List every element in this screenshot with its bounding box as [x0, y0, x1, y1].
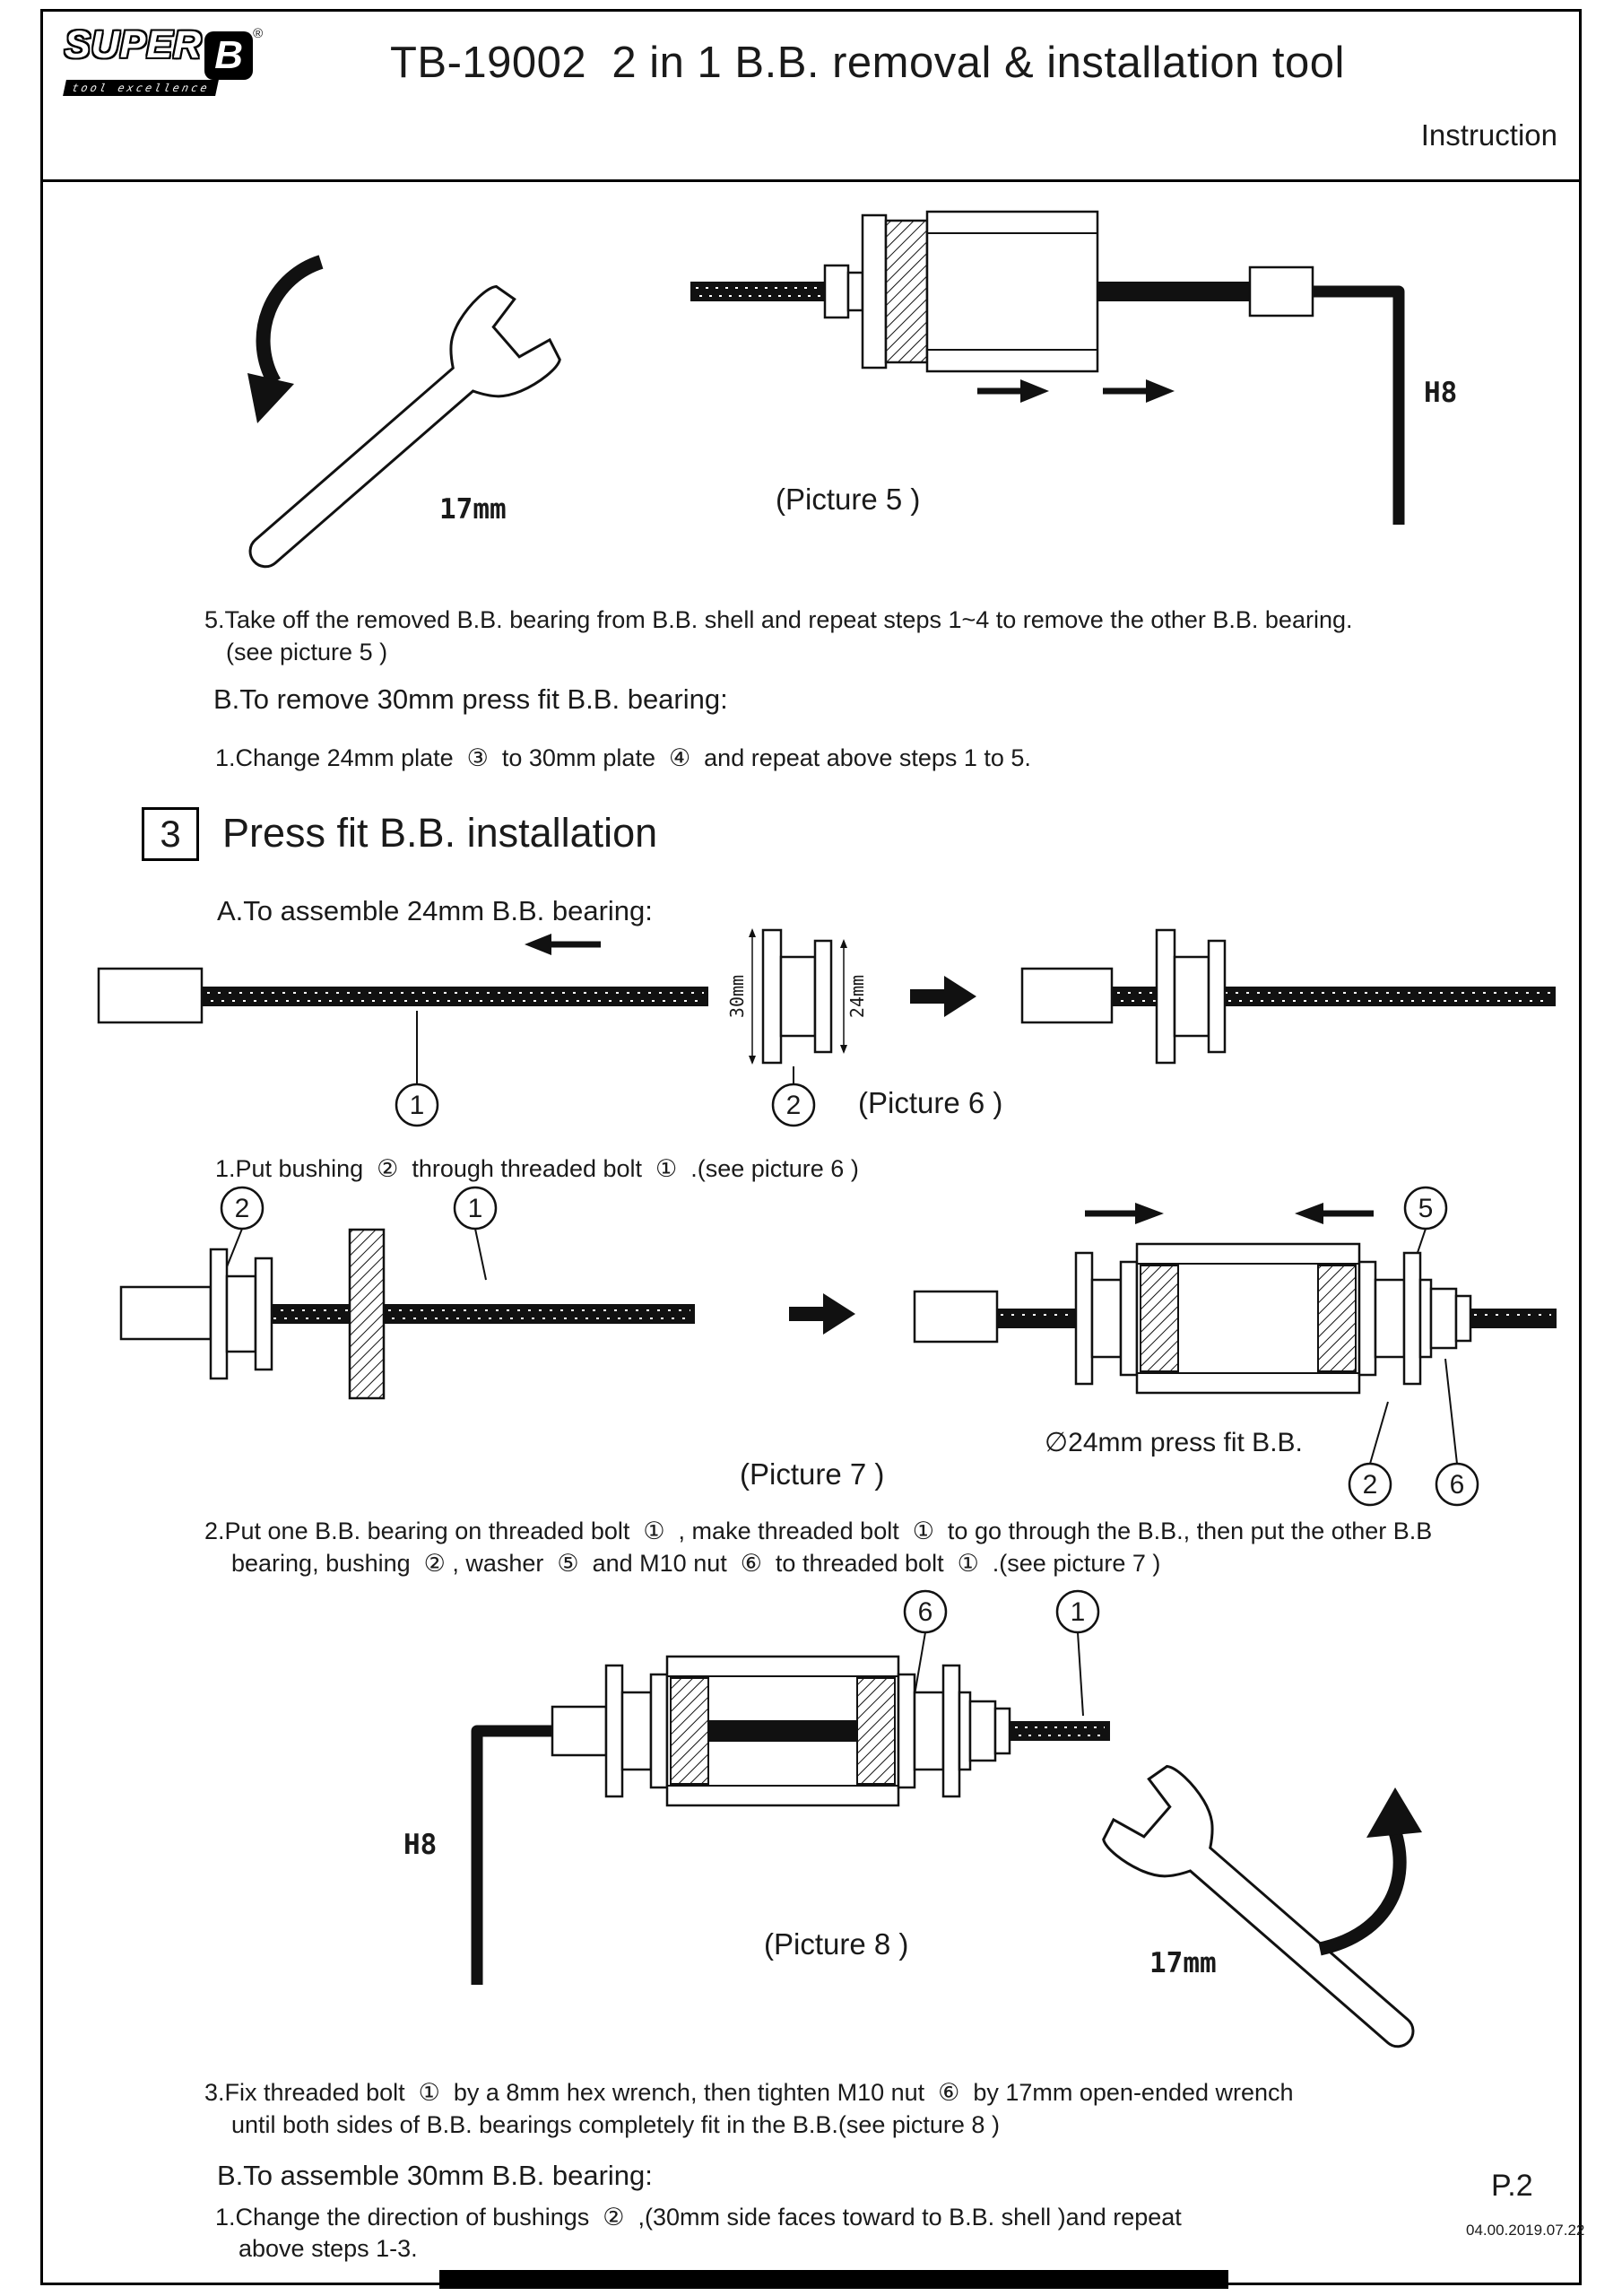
- picture5-caption: (Picture 5 ): [776, 483, 921, 516]
- assemble-24mm-heading: A.To assemble 24mm B.B. bearing:: [217, 895, 653, 926]
- picture5-figure: [117, 161, 1515, 601]
- remove-30mm-heading: B.To remove 30mm press fit B.B. bearing:: [213, 683, 728, 715]
- picture8-figure: [377, 1583, 1488, 2058]
- assemble-30mm-step1-line2: above steps 1-3.: [239, 2235, 418, 2262]
- picture6-caption: (Picture 6 ): [858, 1086, 1003, 1119]
- rotation-arrow: [247, 262, 321, 423]
- picture8-caption: (Picture 8 ): [764, 1927, 909, 1961]
- callout-bushing-top-number: 2: [234, 1194, 250, 1223]
- install-step2-line2: bearing, bushing ② , washer ⑤ and M10 nut ⑥ to threaded bolt ① .(see picture 7 ): [231, 1550, 1161, 1577]
- page-subtitle: Instruction: [1420, 118, 1557, 152]
- bolt-bushing-bearing-drawing: [121, 1230, 695, 1398]
- callout-nut-number: 6: [917, 1597, 933, 1627]
- section3-number-box: 3: [142, 807, 199, 861]
- installation-assembly-drawing: [552, 1657, 1110, 1805]
- pic8-wrench-size-label: 17mm: [1149, 1947, 1217, 1979]
- bushing-drawing: [749, 928, 847, 1065]
- logo-super-text: SUPER: [65, 23, 203, 66]
- callout-washer-number: 5: [1418, 1194, 1434, 1223]
- callout-nut: [1436, 1359, 1478, 1505]
- callout-bushing: [773, 1066, 814, 1126]
- picture7-caption: (Picture 7 ): [740, 1457, 885, 1491]
- registered-mark-icon: ®: [253, 26, 264, 41]
- pic8-hex-key-label: H8: [403, 1829, 438, 1861]
- bb-shell-assembly-drawing: [915, 1244, 1557, 1393]
- removal-tool-assembly-drawing: [690, 212, 1313, 371]
- result-arrow: [910, 976, 976, 1017]
- callout-bolt-number: 1: [1070, 1597, 1086, 1627]
- logo-row: [65, 23, 271, 77]
- remove-30mm-step1: 1.Change 24mm plate ③ to 30mm plate ④ and repeat above steps 1 to 5.: [215, 744, 1031, 771]
- callout-bolt-number: 1: [409, 1091, 425, 1120]
- assemble-30mm-step1-line1: 1.Change the direction of bushings ② ,(30mm side faces toward to B.B. shell )and repeat: [215, 2204, 1182, 2231]
- callout-bushing-bottom-number: 2: [1362, 1470, 1378, 1500]
- section3-title: Press fit B.B. installation: [222, 810, 658, 856]
- open-end-wrench-drawing: [220, 281, 566, 601]
- picture6-figure: [85, 919, 1592, 1144]
- hex-key-drawing: [1313, 291, 1399, 525]
- threaded-bolt-drawing: [99, 969, 708, 1022]
- slide-direction-arrow: [525, 934, 601, 955]
- rotation-arrow: [1320, 1787, 1422, 1949]
- bottom-bar: [439, 2270, 1228, 2289]
- pic5-wrench-size-label: 17mm: [439, 493, 507, 526]
- install-step3-line2: until both sides of B.B. bearings completely fit in the B.B.(see picture 8 ): [231, 2111, 1000, 2138]
- press-arrows: [1085, 1203, 1374, 1224]
- press-fit-size-label: ∅24mm press fit B.B.: [1045, 1428, 1303, 1457]
- bolt-with-bushing-drawing: [1022, 930, 1556, 1063]
- page-title: TB-19002 2 in 1 B.B. removal & installation tool: [390, 39, 1345, 87]
- callout-bushing-bottom: [1349, 1402, 1391, 1505]
- callout-nut-number: 6: [1449, 1470, 1465, 1500]
- revision-date: 04.00.2019.07.22: [1466, 2222, 1585, 2239]
- press-direction-arrows: [977, 379, 1175, 403]
- superb-logo: [65, 23, 271, 96]
- page-number: P.2: [1491, 2169, 1533, 2203]
- result-arrow: [789, 1293, 855, 1335]
- callout-bolt-top: [455, 1187, 496, 1280]
- picture7-figure: [72, 1179, 1578, 1511]
- callout-bushing-number: 2: [785, 1091, 802, 1120]
- logo-b-badge: B: [204, 31, 253, 80]
- callout-bolt: [396, 1011, 438, 1126]
- logo-tagline: tool excellence: [63, 80, 219, 96]
- install-step3-line1: 3.Fix threaded bolt ① by a 8mm hex wrench, then tighten M10 nut ⑥ by 17mm open-ended wrench: [204, 2079, 1294, 2106]
- bushing-dim-24mm-label: 24mm: [846, 974, 868, 1019]
- hex-key-drawing: [477, 1731, 552, 1985]
- assemble-30mm-heading: B.To assemble 30mm B.B. bearing:: [217, 2160, 653, 2191]
- callout-bolt-top-number: 1: [467, 1194, 483, 1223]
- pic5-hex-key-label: H8: [1424, 377, 1458, 409]
- callout-bolt: [1057, 1591, 1098, 1716]
- install-step1-text: 1.Put bushing ② through threaded bolt ① .(see picture 6 ): [215, 1155, 859, 1182]
- step5-text-line1: 5.Take off the removed B.B. bearing from B.B. shell and repeat steps 1~4 to remove the other B.B. bearing.: [204, 606, 1353, 633]
- step5-text-line2: (see picture 5 ): [226, 639, 388, 665]
- install-step2-line1: 2.Put one B.B. bearing on threaded bolt ① , make threaded bolt ① to go through the B.B., then put the other B.B: [204, 1518, 1433, 1544]
- bushing-dim-30mm-label: 30mm: [726, 974, 748, 1019]
